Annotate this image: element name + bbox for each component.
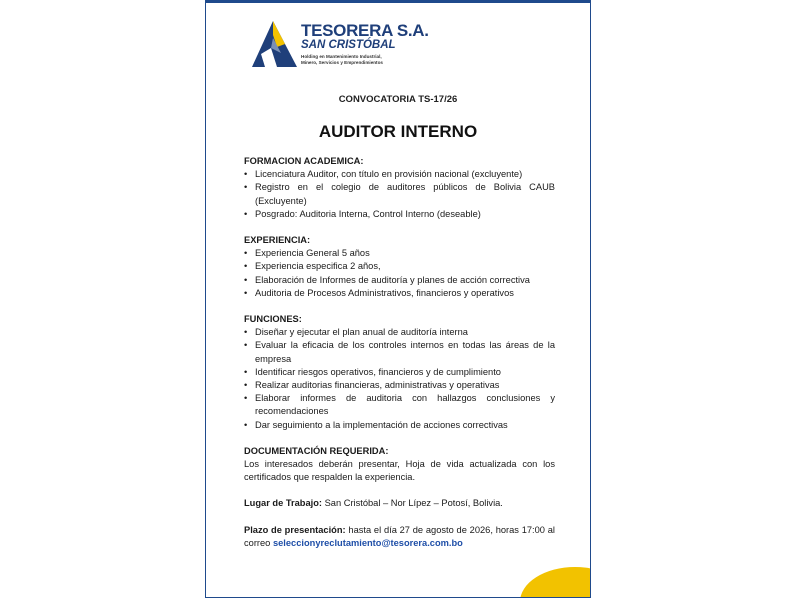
formacion-heading: FORMACION ACADEMICA: bbox=[244, 156, 364, 166]
job-title: AUDITOR INTERNO bbox=[318, 122, 478, 141]
company-logo bbox=[251, 20, 431, 72]
formacion-list bbox=[244, 168, 555, 221]
job-posting-sheet bbox=[205, 0, 591, 598]
experiencia-list bbox=[244, 247, 555, 300]
company-subtitle: SAN CRISTÓBAL bbox=[301, 39, 396, 51]
plazo-label: Plazo de presentación: bbox=[244, 524, 346, 535]
experiencia-heading: EXPERIENCIA: bbox=[244, 235, 311, 246]
list-item: • Diseñar y ejecutar el plan anual de auditoría interna bbox=[244, 326, 555, 339]
lugar-de-trabajo bbox=[244, 497, 555, 510]
lugar-label: Lugar de Trabajo: bbox=[244, 498, 323, 509]
list-item: • Dar seguimiento a la implementación de acciones correctivas bbox=[244, 419, 555, 432]
contact-email-link[interactable]: seleccionyreclutamiento@tesorera.com.bo bbox=[272, 537, 463, 548]
tagline-line-2: Minero, Servicios y Emprendimientos bbox=[301, 60, 383, 65]
decorative-yellow-arc bbox=[520, 567, 591, 598]
list-item: • Auditoria de Procesos Administrativos, financieros y operativos bbox=[244, 287, 555, 300]
list-item: • Licenciatura Auditor, con título en provisión nacional (excluyente) bbox=[244, 168, 555, 181]
triangle-logo-icon bbox=[251, 20, 299, 68]
company-tagline bbox=[301, 54, 421, 66]
list-item: • Identificar riesgos operativos, financieros y de cumplimiento bbox=[244, 366, 555, 379]
documentacion-text: Los interesados deberán presentar, Hoja de vida actualizada con los certificados que respalden la experiencia. bbox=[244, 459, 555, 483]
company-name: TESORERA S.A. bbox=[301, 21, 429, 40]
list-item: • Realizar auditorias financieras, administrativas y operativas bbox=[244, 379, 555, 392]
plazo-value: hasta el día 27 de agosto de 2026, horas 17:00 al correo bbox=[244, 524, 555, 548]
documentacion-heading: DOCUMENTACIÓN REQUERIDA: bbox=[244, 445, 389, 456]
list-item: • Posgrado: Auditoria Interna, Control Interno (deseable) bbox=[244, 208, 555, 221]
list-item: • Experiencia especifica 2 años, bbox=[244, 260, 555, 273]
list-item: • Registro en el colegio de auditores públicos de Bolivia CAUB (Excluyente) bbox=[244, 181, 555, 207]
lugar-value: San Cristóbal – Nor Lípez – Potosí, Bolivia. bbox=[324, 498, 503, 509]
list-item: • Evaluar la eficacia de los controles internos en todas las áreas de la empresa bbox=[244, 339, 555, 365]
posting-content bbox=[244, 155, 555, 550]
funciones-list bbox=[244, 326, 555, 432]
convocatoria-code: CONVOCATORIA TS-17/26 bbox=[338, 94, 458, 105]
list-item: • Elaboración de Informes de auditoría y planes de acción correctiva bbox=[244, 274, 555, 287]
list-item: • Elaborar informes de auditoria con hallazgos conclusiones y recomendaciones bbox=[244, 392, 555, 418]
tagline-line-1: Holding en Mantenimiento Industrial, bbox=[301, 54, 382, 59]
plazo-presentacion bbox=[244, 524, 555, 550]
funciones-heading: FUNCIONES: bbox=[244, 314, 302, 325]
list-item: • Experiencia General 5 años bbox=[244, 247, 555, 260]
